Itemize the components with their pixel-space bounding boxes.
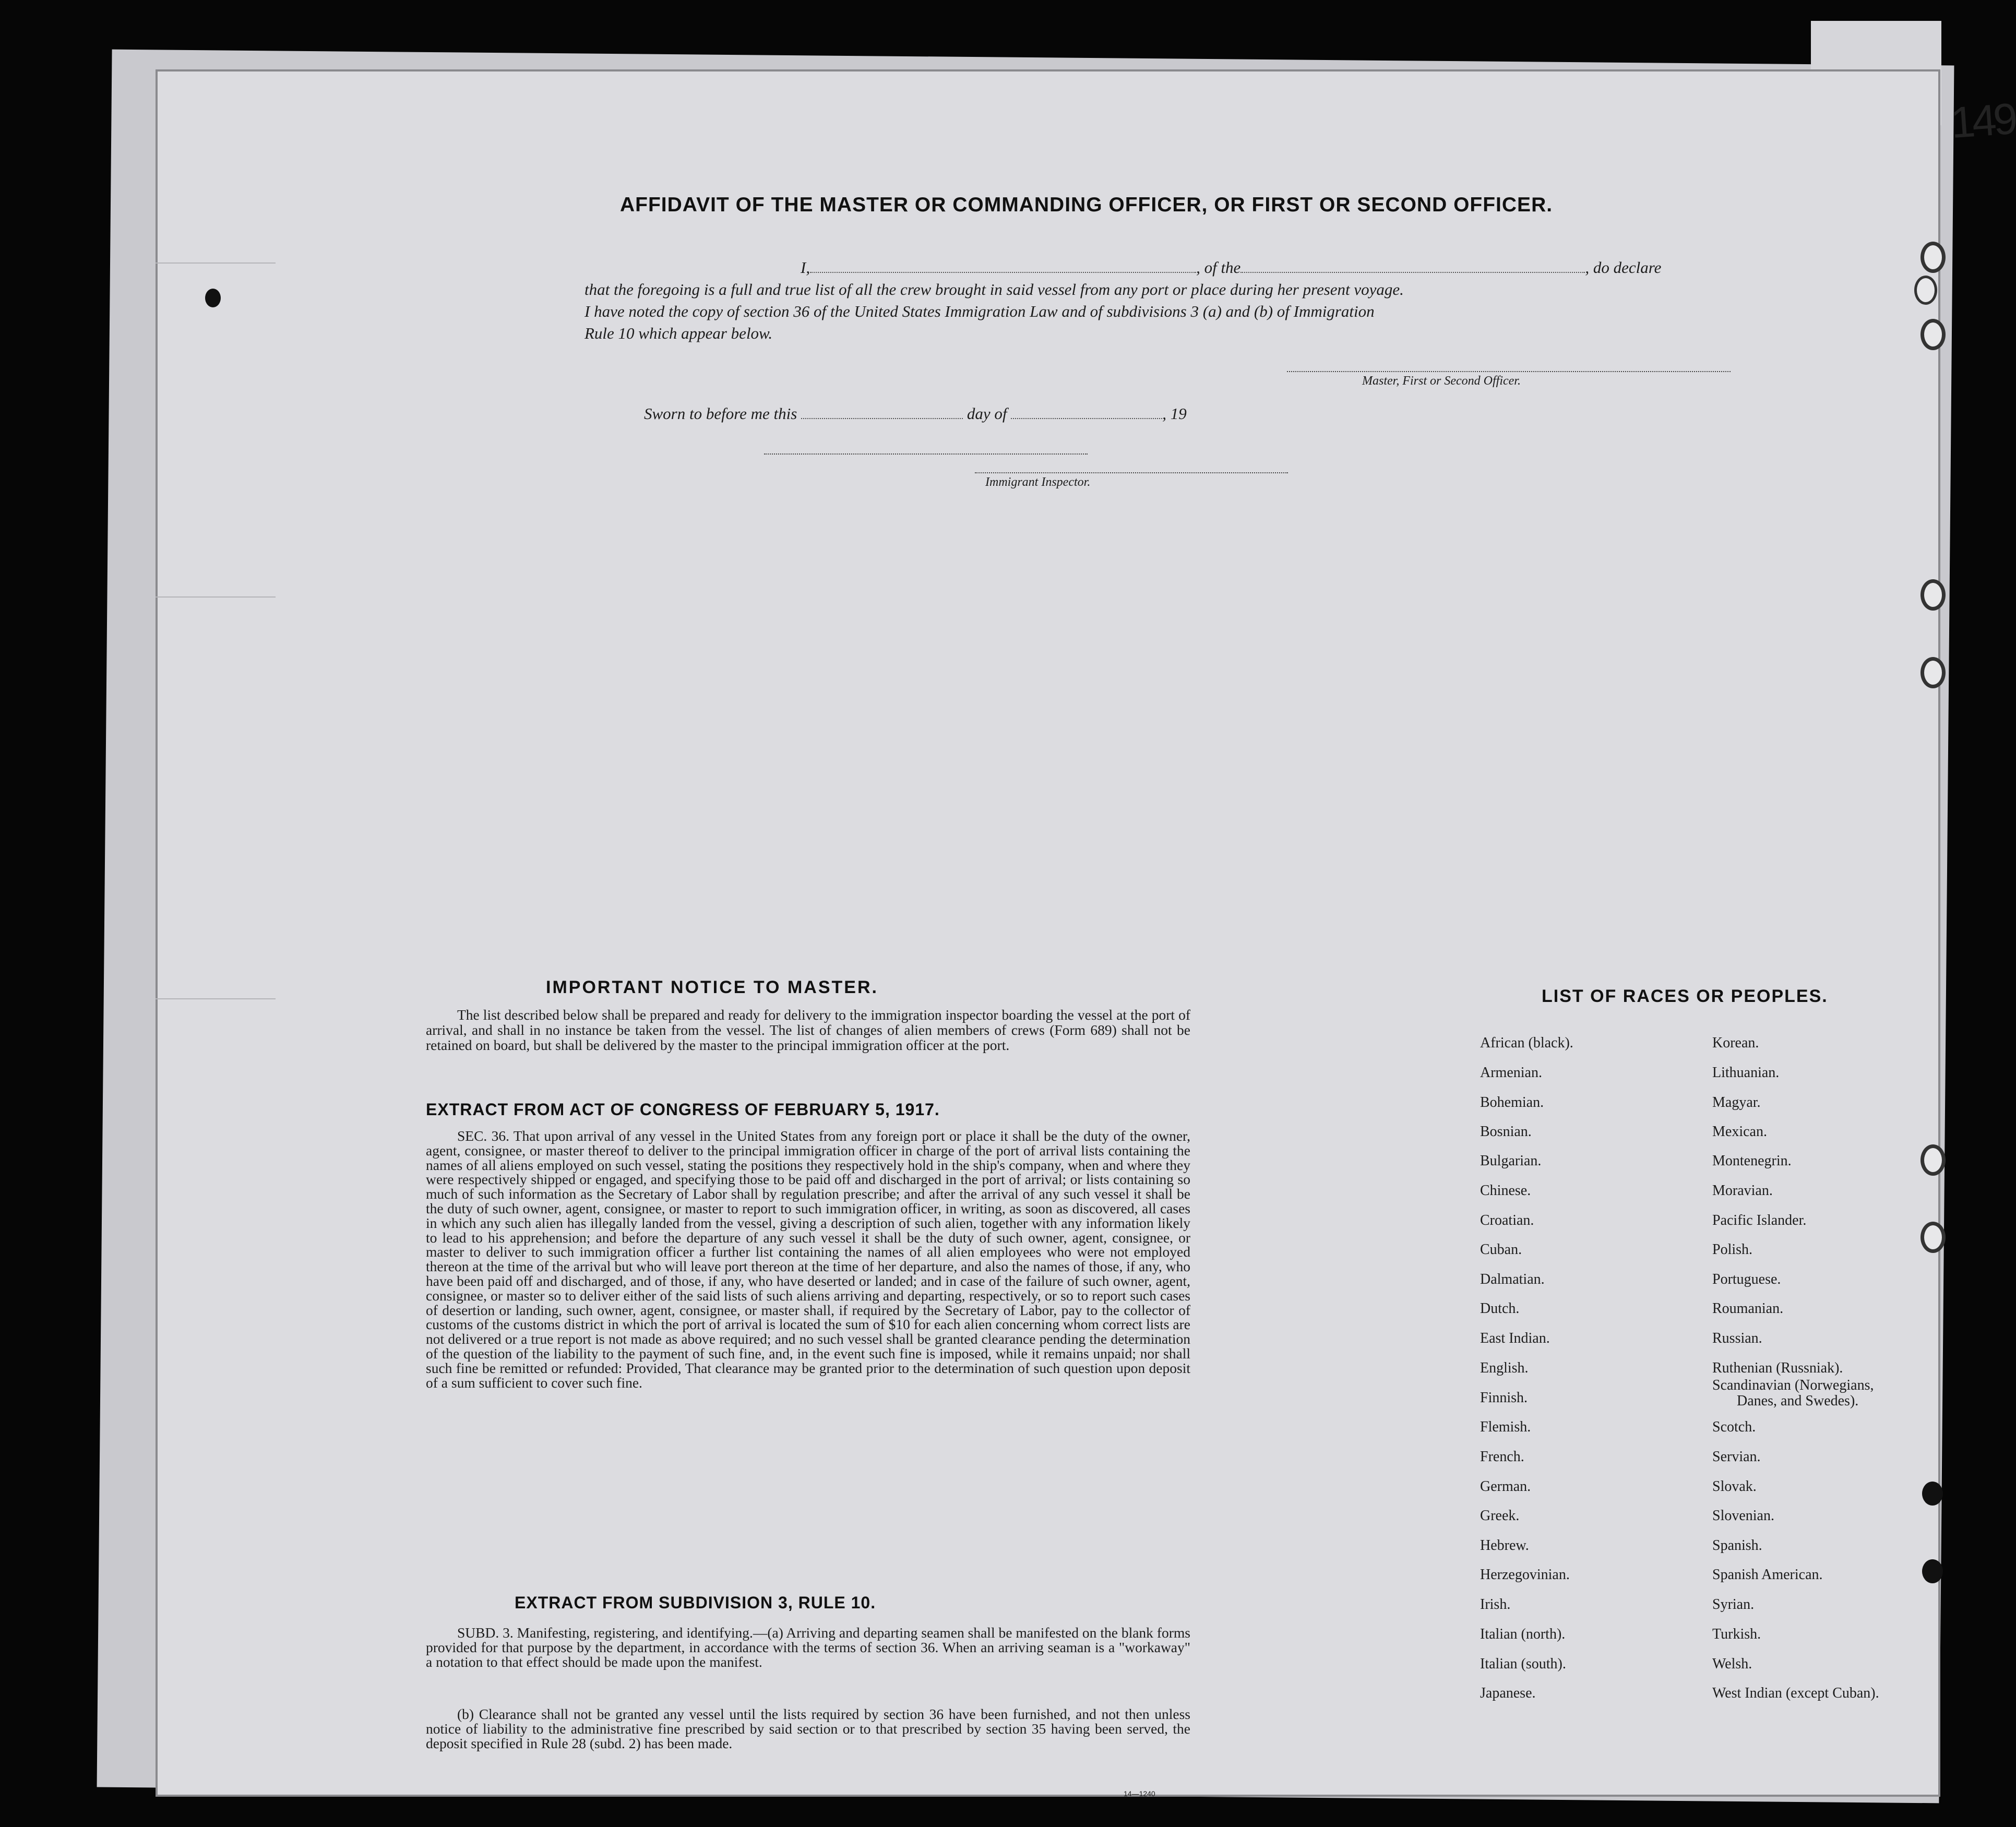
punch-hole <box>1920 1222 1946 1253</box>
punch-hole <box>1922 1559 1943 1583</box>
race-item: Scotch. <box>1712 1419 1756 1435</box>
punch-hole <box>1914 276 1937 305</box>
affidavit-do-declare: , do declare <box>1585 258 1662 277</box>
rule-extract-title: EXTRACT FROM SUBDIVISION 3, RULE 10. <box>515 1593 876 1612</box>
race-item: Moravian. <box>1712 1183 1773 1199</box>
punch-hole <box>1920 1144 1946 1176</box>
race-item: Chinese. <box>1480 1183 1531 1199</box>
race-item: Spanish. <box>1712 1537 1762 1554</box>
month-blank <box>1011 418 1162 419</box>
notice-body: The list described below shall be prepared and ready for delivery to the immigration inspector boarding the vessel at the port of arrival, and shall in no instance be taken from the vessel. The list of changes of alien members of crews (Form 689) shall not be retained on board, but shall be delivered by the master to the principal immigration officer at the port. <box>426 1007 1190 1053</box>
name-blank <box>810 272 1196 273</box>
bleed-through-text <box>375 414 1888 831</box>
affidavit-declaration-line <box>801 258 1661 277</box>
race-item: Dutch. <box>1480 1300 1520 1317</box>
race-item: Finnish. <box>1480 1390 1528 1406</box>
race-item: Japanese. <box>1480 1685 1536 1701</box>
race-item: Russian. <box>1712 1330 1762 1346</box>
affidavit-line-2: that the foregoing is a full and true list of all the crew brought in said vessel from any port or place during her present voyage. <box>584 280 1404 298</box>
race-item: Armenian. <box>1480 1065 1542 1081</box>
master-signature-line <box>1287 371 1731 372</box>
race-item: Syrian. <box>1712 1596 1755 1613</box>
race-item: Welsh. <box>1712 1656 1752 1672</box>
sworn-text: Sworn to before me this <box>644 404 797 423</box>
race-item: Korean. <box>1712 1035 1759 1051</box>
affidavit-line-3: I have noted the copy of section 36 of the United States Immigration Law and of subdivisions 3 (a) and (b) of Immigration <box>584 302 1375 320</box>
punch-hole <box>1920 319 1946 350</box>
act-extract-title: EXTRACT FROM ACT OF CONGRESS OF FEBRUARY 5, 1917. <box>426 1100 940 1119</box>
page-number: 149 <box>1949 93 2016 148</box>
inspector-caption: Immigrant Inspector. <box>985 475 1091 489</box>
race-item: Bulgarian. <box>1480 1153 1542 1169</box>
race-item: Hebrew. <box>1480 1537 1529 1554</box>
race-item: Ruthenian (Russniak). <box>1712 1360 1843 1376</box>
race-item: Scandinavian (Norwegians, <box>1712 1377 1874 1393</box>
year-text: , 19 <box>1162 404 1187 423</box>
race-item: Turkish. <box>1712 1626 1761 1642</box>
race-item: Bohemian. <box>1480 1094 1544 1110</box>
affidavit-of-the: , of the <box>1196 258 1241 277</box>
rule-subdivision-b: (b) Clearance shall not be granted any vessel until the lists required by section 36 have been furnished, and not then unless notice of liability to the administrative fine prescribed by said section or to that prescribed by section 35 having been served, the deposit specified in Rule 28 (subd. 2) has been made. <box>426 1706 1190 1751</box>
race-item: Magyar. <box>1712 1094 1761 1110</box>
race-item: Roumanian. <box>1712 1300 1784 1317</box>
race-item: Slovenian. <box>1712 1508 1774 1524</box>
race-item: Flemish. <box>1480 1419 1531 1435</box>
races-title: LIST OF RACES OR PEOPLES. <box>1542 986 1828 1006</box>
left-margin-rule <box>156 998 276 999</box>
race-item: Italian (north). <box>1480 1626 1566 1642</box>
race-item: Portuguese. <box>1712 1271 1781 1287</box>
race-item: Lithuanian. <box>1712 1065 1780 1081</box>
race-item: East Indian. <box>1480 1330 1550 1346</box>
race-item: Herzegovinian. <box>1480 1567 1570 1583</box>
punch-hole <box>1920 242 1946 273</box>
form-number: 14—1240 <box>1124 1789 1155 1798</box>
race-item: German. <box>1480 1478 1531 1495</box>
notice-title: IMPORTANT NOTICE TO MASTER. <box>546 977 878 997</box>
inspector-signature-line-2 <box>975 472 1288 473</box>
affidavit-title: AFFIDAVIT OF THE MASTER OR COMMANDING OFFICER, OR FIRST OR SECOND OFFICER. <box>620 194 1553 216</box>
race-item: Bosnian. <box>1480 1124 1532 1140</box>
manifest-page <box>156 69 2016 1798</box>
race-item: Servian. <box>1712 1449 1761 1465</box>
race-item: French. <box>1480 1449 1524 1465</box>
race-item: Montenegrin. <box>1712 1153 1792 1169</box>
race-item: Dalmatian. <box>1480 1271 1545 1287</box>
day-of-text: day of <box>967 404 1007 423</box>
race-item: Danes, and Swedes). <box>1737 1393 1859 1409</box>
rule-subdivision-a: SUBD. 3. Manifesting, registering, and identifying.—(a) Arriving and departing seamen shall be manifested on the blank forms provided for that purpose by the department, in accordance with the terms of section 36. When an arriving seaman is a "workaway" a notation to that effect should be made upon the manifest. <box>426 1625 1190 1670</box>
punch-hole <box>1922 1482 1943 1506</box>
punch-hole <box>1920 579 1946 611</box>
race-item: Mexican. <box>1712 1124 1767 1140</box>
left-margin-rule <box>156 596 276 598</box>
race-item: Irish. <box>1480 1596 1511 1613</box>
sworn-line <box>644 404 1187 423</box>
race-item: West Indian (except Cuban). <box>1712 1685 1879 1701</box>
race-item: Pacific Islander. <box>1712 1212 1807 1228</box>
affidavit-i: I, <box>801 258 810 277</box>
race-item: African (black). <box>1480 1035 1573 1051</box>
race-item: Croatian. <box>1480 1212 1534 1228</box>
race-item: Spanish American. <box>1712 1567 1823 1583</box>
punch-hole <box>205 289 221 307</box>
act-section-36: SEC. 36. That upon arrival of any vessel in the United States from any foreign port or place it shall be the duty of the owner, agent, consignee, or master thereof to deliver to the principal immigration officer in charge of the port of arrival lists containing the names of all aliens employed on such vessel, stating the positions they respectively hold in the ship's company, when and where they were respectively shipped or engaged, and specifying those to be paid off and discharged in the port of arrival; or lists containing so much of such information as the Secretary of Labor shall by regulation prescribe; and after the arrival of any such vessel it shall be the duty of such owner, agent, consignee, or master to report to such immigration officer, in writing, as soon as discovered, all cases in which any such alien has illegally landed from the vessel, giving a description of such alien, together with any information likely to lead to his apprehension; and before the departure of any such vessel it shall be the duty of such owner, agent, consignee, or master to deliver to such immigration officer a further list containing the names of all alien employees who were not employed thereon at the time of the arrival but who will leave port thereon at the time of her departure, and also the names of those, if any, who have been paid off and discharged, and of those, if any, who have deserted or landed; and in case of the failure of such owner, agent, consignee, or master so to deliver either of the said lists of such aliens arriving and departing, respectively, or so to report such cases of desertion or landing, such owner, agent, consignee, or master shall, if required by the Secretary of Labor, pay to the collector of customs of the customs district in which the port of arrival is located the sum of $10 for each alien concerning whom correct lists are not delivered or a true report is not made as above required; and no such vessel shall be granted clearance pending the determination of the question of the liability to the payment of such fine, and, in the event such fine is imposed, while it remains unpaid; nor shall such fine be remitted or refunded: Provided, That clearance may be granted prior to the determination of such question upon deposit of a sum sufficient to cover such fine. <box>426 1128 1190 1391</box>
race-item: Greek. <box>1480 1508 1520 1524</box>
master-caption: Master, First or Second Officer. <box>1362 374 1521 388</box>
vessel-blank <box>1240 272 1585 273</box>
race-item: Polish. <box>1712 1241 1753 1258</box>
race-item: Slovak. <box>1712 1478 1757 1495</box>
punch-hole <box>1920 657 1946 688</box>
day-blank <box>801 418 963 419</box>
affidavit-line-4: Rule 10 which appear below. <box>584 324 773 342</box>
inspector-signature-line <box>764 453 1088 455</box>
left-margin-rule <box>156 262 276 264</box>
race-item: Cuban. <box>1480 1241 1522 1258</box>
race-item: Italian (south). <box>1480 1656 1566 1672</box>
race-item: English. <box>1480 1360 1529 1376</box>
